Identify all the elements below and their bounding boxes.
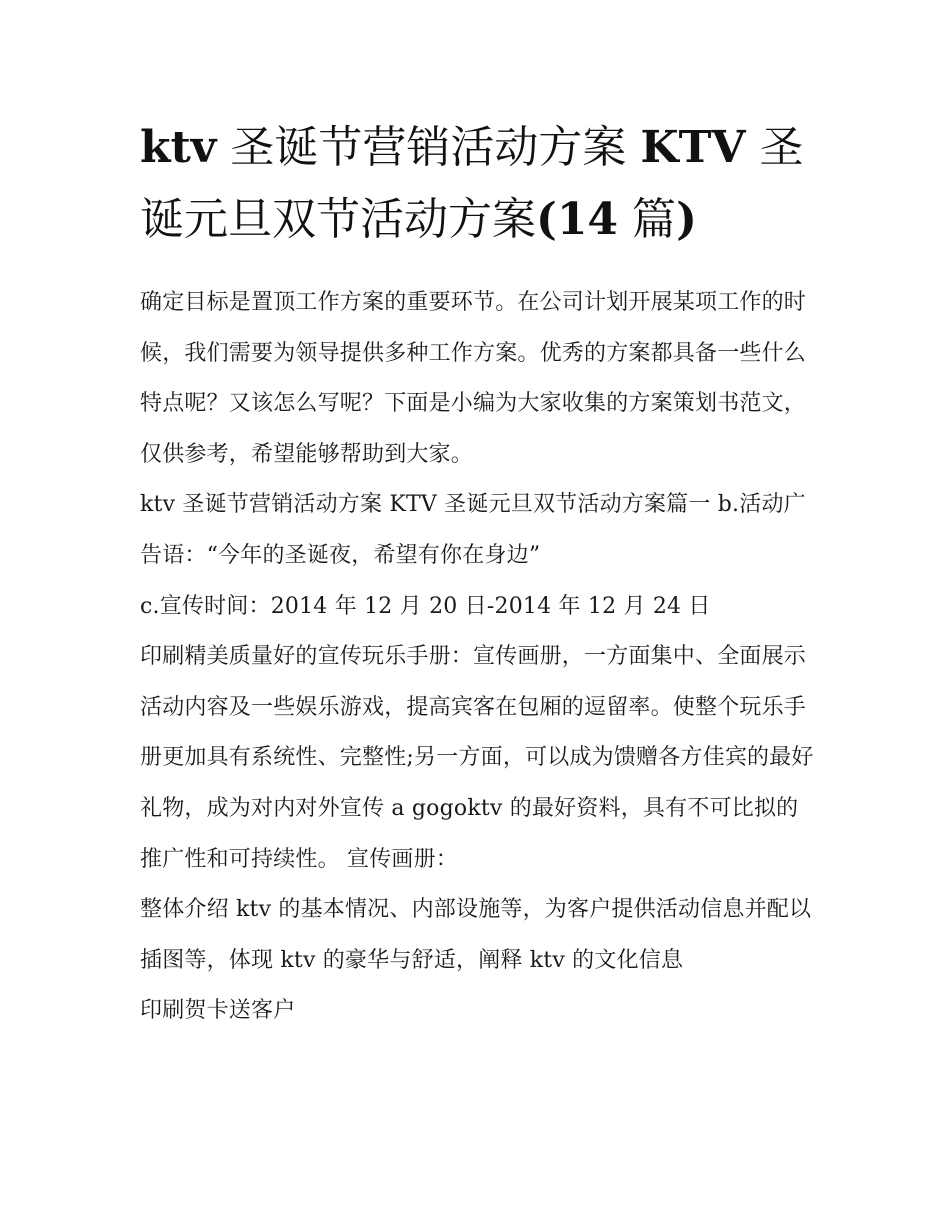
paragraph-slogan: ktv 圣诞节营销活动方案 KTV 圣诞元旦双节活动方案篇一 b.活动广告语：“今年的圣诞夜，希望有你在身边” xyxy=(140,492,806,568)
paragraph-promo-time: c.宣传时间：2014 年 12 月 20 日-2014 年 12 月 24 日 xyxy=(140,593,711,619)
document-page xyxy=(140,112,815,1037)
document-title: ktv 圣诞节营销活动方案 KTV 圣诞元旦双节活动方案(14 篇) xyxy=(140,122,804,245)
paragraph-greeting-cards: 印刷贺卡送客户 xyxy=(140,998,296,1024)
paragraph-intro: 确定目标是置顶工作方案的重要环节。在公司计划开展某项工作的时候，我们需要为领导提供多种工作方案。优秀的方案都具备一些什么特点呢？又该怎么写呢？下面是小编为大家收集的方案策划书范文，仅供参考，希望能够帮助到大家。 xyxy=(140,290,807,467)
paragraph-brochure: 印刷精美质量好的宣传玩乐手册：宣传画册，一方面集中、全面展示活动内容及一些娱乐游戏，提高宾客在包厢的逗留率。使整个玩乐手册更加具有系统性、完整性;另一方面，可以成为馈赠各方佳宾的最好礼物，成为对内对外宣传 a gogoktv 的最好资料，具有不可比拟的推广性和可持续性。 宣传画册： xyxy=(140,644,814,872)
paragraph-introduction: 整体介绍 ktv 的基本情况、内部设施等，为客户提供活动信息并配以插图等，体现 ktv 的豪华与舒适，阐释 ktv 的文化信息 xyxy=(140,897,812,973)
